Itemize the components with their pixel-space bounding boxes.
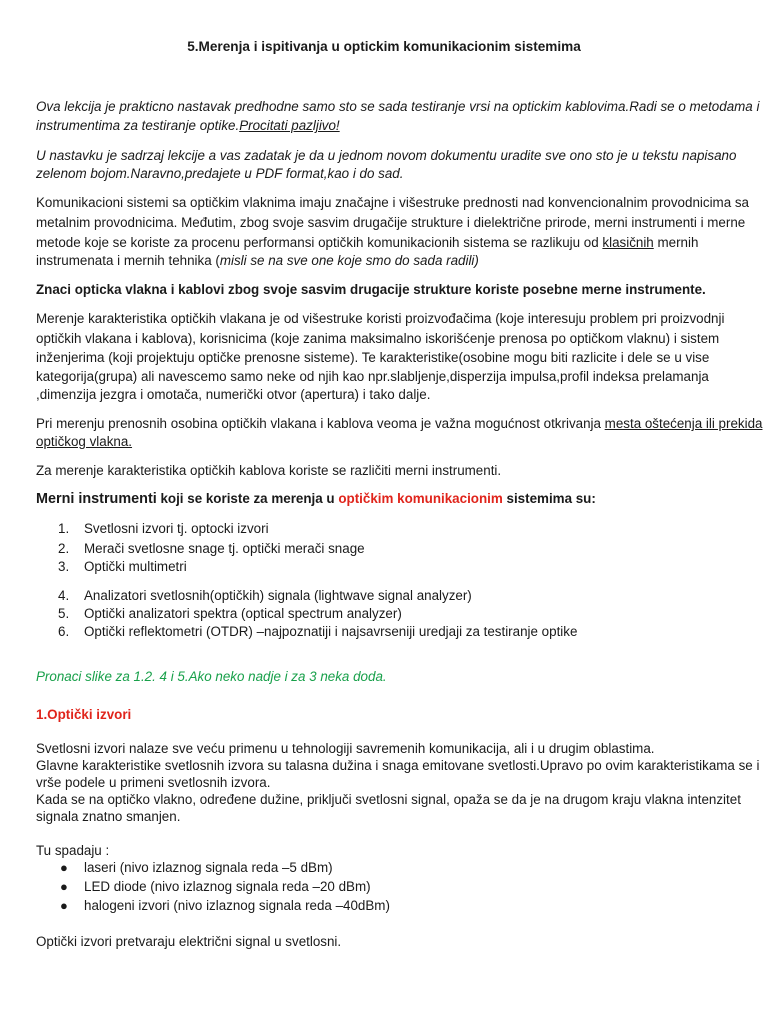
p1-line-3: metode koje se koriste za procenu performansi optičkih komunikacionih sistema se razlikuju od klasičnih mernih: [36, 235, 699, 250]
list-item: Optički multimetri: [84, 559, 187, 574]
instruments-heading: Merni instrumenti koji se koriste za merenja u optičkim komunikacionim sistemima su:: [36, 491, 596, 507]
p3-line-5: ,dimenzija jezgra i omotača, numerički otvor (apertura) i tako dalje.: [36, 387, 431, 402]
intro-line-2: instrumentima za testiranje optike.Procitati pazljivo!: [36, 118, 340, 133]
list-item: laseri (nivo izlaznog signala reda –5 dBm): [84, 860, 333, 875]
p3-line-2: optičkih vlakana i kablova), korisnicima (koje zanima maksimalno iskorišćenje prenosa po optičkom vlaknu) i sistem: [36, 331, 720, 346]
list-item: Analizatori svetlosnih(optičkih) signala (lightwave signal analyzer): [84, 588, 472, 603]
s1-line-3: vrše podele u primeni svetlosnih izvora.: [36, 775, 271, 790]
p3-line-3: inženjerima (koji projektuju optičke prenosne sisteme). Te karakteristike(osobine mogu biti razlicite i dele se u vise: [36, 350, 710, 365]
closing-line: Optički izvori pretvaraju električni signal u svetlosni.: [36, 934, 342, 949]
list-item-number: 5.: [58, 606, 70, 621]
bullet-icon: ●: [60, 860, 68, 875]
p5-line: Za merenje karakteristika optičkih kablova koriste se različiti merni instrumenti.: [36, 463, 502, 478]
task-line-1: U nastavku je sadrzaj lekcije a vas zadatak je da u jednom novom dokumentu uradite sve ono sto je u tekstu napisano: [36, 148, 737, 163]
list-item-number: 2.: [58, 541, 70, 556]
p3-line-1: Merenje karakteristika optičkih vlakana je od višestruke koristi proizvođačima (koje interesuju problem pri proizvodnji: [36, 311, 725, 326]
page-title: 5.Merenja i ispitivanja u optickim komunikacionim sistemima: [187, 39, 581, 54]
p3-line-4: kategorija(grupa) ali navescemo samo neke od njih kao npr.slabljenje,disperzija impulsa,profil indeksa prelamanja: [36, 369, 709, 384]
p1-line-1: Komunikacioni sistemi sa optičkim vlaknima imaju značajne i višestruke prednosti nad konvencionalnim provodnicima sa: [36, 195, 750, 210]
list-item: Optički analizatori spektra (optical spectrum analyzer): [84, 606, 402, 621]
p4-line-2: optičkog vlakna.: [36, 434, 133, 449]
list-item-number: 4.: [58, 588, 70, 603]
p4-line-1: Pri merenju prenosnih osobina optičkih vlakana i kablova veoma je važna mogućnost otkrivanja mesta oštećenja ili prekida: [36, 416, 763, 431]
bullet-icon: ●: [60, 898, 68, 913]
list-item-number: 6.: [58, 624, 70, 639]
green-assignment-note: Pronaci slike za 1.2. 4 i 5.Ako neko nadje i za 3 neka doda.: [36, 669, 387, 684]
p1-line-2: metalnim provodnicima. Međutim, zbog svoje sasvim drugačije strukture i dielektrične prirode, merni instrumenti i merne: [36, 215, 746, 230]
p2-bold-statement: Znaci opticka vlakna i kablovi zbog svoje sasvim drugacije strukture koriste posebne merne instrumente.: [36, 282, 706, 297]
read-carefully-note: Procitati pazljivo!: [239, 118, 340, 133]
s1-line-4: Kada se na optičko vlakno, određene dužine, priključi svetlosni signal, opaža se da je na drugom kraju vlakna intenzitet: [36, 792, 741, 807]
list-item-number: 1.: [58, 521, 70, 536]
list-item: Svetlosni izvori tj. optocki izvori: [84, 521, 269, 536]
list-item: LED diode (nivo izlaznog signala reda –20 dBm): [84, 879, 371, 894]
section-1-title: 1.Optički izvori: [36, 707, 132, 722]
s1-line-2: Glavne karakteristike svetlosnih izvora su talasna dužina i snaga emitovane svetlosti.Upravo po ovim karakteristikama se i: [36, 758, 760, 773]
s1-line-5: signala znatno smanjen.: [36, 809, 181, 824]
list-item-number: 3.: [58, 559, 70, 574]
s1-line-1: Svetlosni izvori nalaze sve veću primenu u tehnologiji savremenih komunikacija, ali i u drugim oblastima.: [36, 741, 655, 756]
intro-line-1: Ova lekcija je prakticno nastavak predhodne samo sto se sada testiranje vrsi na optickim kablovima.Radi se o metodama i: [36, 99, 760, 114]
list-item: Merači svetlosne snage tj. optički merači snage: [84, 541, 365, 556]
tu-spadaju-label: Tu spadaju :: [36, 843, 110, 858]
p1-line-4: instrumenata i mernih tehnika (misli se na sve one koje smo do sada radili): [36, 253, 479, 268]
bullet-icon: ●: [60, 879, 68, 894]
task-line-2: zelenom bojom.Naravno,predajete u PDF format,kao i do sad.: [36, 166, 404, 181]
list-item: halogeni izvori (nivo izlaznog signala reda –40dBm): [84, 898, 390, 913]
list-item: Optički reflektometri (OTDR) –najpoznatiji i najsavrseniji uredjaji za testiranje optike: [84, 624, 578, 639]
